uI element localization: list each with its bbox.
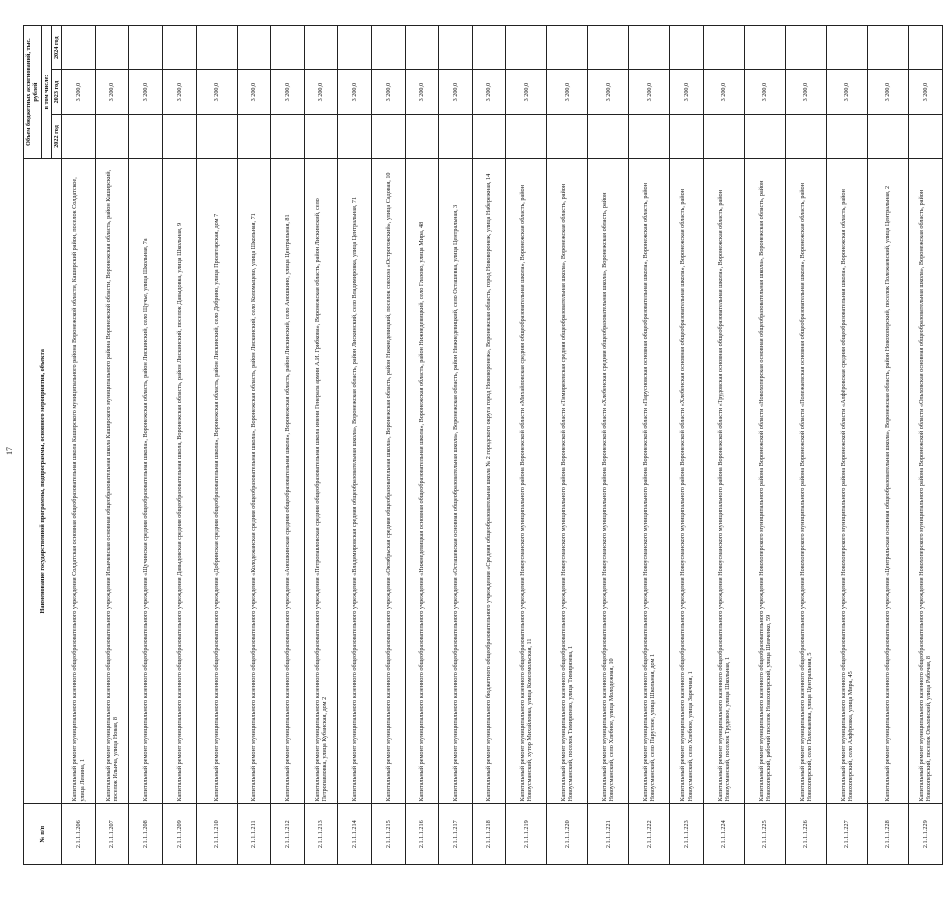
value-2022 (95, 114, 129, 158)
header-budget: Объем бюджетных ассигнований, тыс. рублей (24, 26, 42, 159)
value-2023: 3 200,0 (703, 70, 744, 114)
value-2024 (670, 26, 704, 70)
value-2022 (867, 114, 908, 158)
value-2024 (629, 26, 670, 70)
object-name: Капитальный ремонт муниципального казенного общеобразовательного учреждения Солдатская основная общеобразовательная школа Каширского муниципального района Воронежской области, Каширский район, поселок Солдатское, улица Ленина, 1 (62, 159, 96, 804)
table-row (129, 26, 163, 865)
row-number: 2.1.1.1.215 (372, 804, 406, 865)
value-2024 (908, 26, 942, 70)
value-2024 (785, 26, 826, 70)
row-number: 2.1.1.1.211 (237, 804, 271, 865)
object-name: Капитальный ремонт муниципального казенного общеобразовательного учреждения Новоусманского муниципального района Воронежской области «Трудовская основная общеобразовательная школа», Воронежская область, район Новоусманский, поселок Трудовое, улица Школьная, 1 (703, 159, 744, 804)
object-name: Капитальный ремонт муниципального казенного общеобразовательного учреждения Давыдовская средняя общеобразовательная школа, Воронежская область, район Лискинский, поселок Давыдовка, улица Школьная, 9 (163, 159, 197, 804)
value-2023: 3 200,0 (629, 70, 670, 114)
value-2024 (588, 26, 629, 70)
table-row (95, 26, 129, 865)
object-name: Капитальный ремонт муниципального казенного общеобразовательного учреждения Новоусманского муниципального района Воронежской области «Хлебенская средняя общеобразовательная школа», Воронежская область, район Новоусманский, село Хлебное, улица Молодежная, 10 (588, 159, 629, 804)
value-2024 (826, 26, 867, 70)
row-number: 2.1.1.1.217 (439, 804, 473, 865)
object-name: Капитальный ремонт муниципального казенного общеобразовательного учреждения «Октябрьская средняя общеобразовательная школа», Воронежская область, район Нижнедевицкий, поселок совхоза «Острогожский», улица Садовая, 10 (372, 159, 406, 804)
row-number: 2.1.1.1.219 (506, 804, 547, 865)
row-number: 2.1.1.1.221 (588, 804, 629, 865)
value-2024 (372, 26, 406, 70)
row-number: 2.1.1.1.207 (95, 804, 129, 865)
row-number: 2.1.1.1.225 (744, 804, 785, 865)
value-2023: 3 200,0 (547, 70, 588, 114)
value-2022 (405, 114, 439, 158)
value-2024 (304, 26, 338, 70)
row-number: 2.1.1.1.229 (908, 804, 942, 865)
value-2023: 3 200,0 (826, 70, 867, 114)
value-2023: 3 200,0 (129, 70, 163, 114)
object-name: Капитальный ремонт муниципального казенного общеобразовательного учреждения Новоусманского муниципального района Воронежской области «Михайловская средняя общеобразовательная школа», Воронежская область, район Новоусманский, хутор Михайловка, улица Комсомольская, 11 (506, 159, 547, 804)
value-2022 (304, 114, 338, 158)
value-2024 (867, 26, 908, 70)
object-name: Капитальный ремонт муниципального казенного общеобразовательного учреждения «Владимировская средняя общеобразовательная школа», Воронежская область, район Лискинский, село Владимировка, улица Центральная, 71 (338, 159, 372, 804)
table-row (271, 26, 305, 865)
value-2023: 3 200,0 (506, 70, 547, 114)
table-row (670, 26, 704, 865)
value-2022 (372, 114, 406, 158)
header-year-2024: 2024 год (51, 26, 61, 70)
page-number: 17 (5, 447, 14, 455)
object-name: Капитальный ремонт муниципального казенного общеобразовательного учреждения «Аношкинская средняя общеобразовательная школа», Воронежская область, район Лискинский, село Аношкино, улица Центральная, 81 (271, 159, 305, 804)
value-2024 (62, 26, 96, 70)
header-num: № п/п (24, 804, 62, 865)
value-2022 (129, 114, 163, 158)
row-number: 2.1.1.1.206 (62, 804, 96, 865)
object-name: Капитальный ремонт муниципального казенного общеобразовательного учреждения «Щучинская средняя общеобразовательная школа», Воронежская область, район Лискинский, село Щучье, улица Школьная, 7а (129, 159, 163, 804)
value-2023: 3 200,0 (95, 70, 129, 114)
table-row (196, 26, 237, 865)
object-name: Капитальный ремонт муниципального казенного общеобразовательного учреждения Новоусманского муниципального района Воронежской области «Тимирязевская средняя общеобразовательная школа», Воронежская область, район Новоусманский, поселок Тимирязево, улица Тимирязева, 1 (547, 159, 588, 804)
value-2023: 3 200,0 (163, 70, 197, 114)
value-2022 (163, 114, 197, 158)
table-body (62, 26, 942, 865)
value-2023: 3 200,0 (372, 70, 406, 114)
value-2022 (237, 114, 271, 158)
row-number: 2.1.1.1.228 (867, 804, 908, 865)
value-2022 (744, 114, 785, 158)
object-name: Капитальный ремонт муниципального казенного общеобразовательного учреждения «Петропавловская средняя общеобразовательная школа имени Генерала армии А.И. Грибкова», Воронежская область, район Лискинский, село Петропавловка, улица Кубанская, дом 2 (304, 159, 338, 804)
value-2024 (196, 26, 237, 70)
value-2023: 3 200,0 (785, 70, 826, 114)
object-name: Капитальный ремонт муниципального казенного общеобразовательного учреждения Новохоперского муниципального района Воронежской области «Новохоперская основная общеобразовательная школа», Воронежская область, район Новохоперский, рабочий поселок Новохоперский, улица Шевченко, 59 (744, 159, 785, 804)
object-name: Капитальный ремонт муниципального казенного общеобразовательного учреждения Новоусманского муниципального района Воронежской области «Парусновская основная общеобразовательная школа», Воронежская область, район Новоусманский, село Парусное, улица Школьная, дом 1 (629, 159, 670, 804)
value-2024 (338, 26, 372, 70)
object-name: Капитальный ремонт муниципального казенного общеобразовательного учреждения «Центральская основная общеобразовательная школа», Воронежская область, район Новохоперский, поселок Полежаевский, улица Центральная, 2 (867, 159, 908, 804)
header-name: Наименование государственной программы, подпрограммы, основного мероприятия, объекта (24, 159, 62, 804)
value-2023: 3 200,0 (237, 70, 271, 114)
table-row (908, 26, 942, 865)
value-2022 (196, 114, 237, 158)
value-2023: 3 200,0 (472, 70, 506, 114)
value-2022 (826, 114, 867, 158)
value-2022 (62, 114, 96, 158)
value-2024 (506, 26, 547, 70)
object-name: Капитальный ремонт муниципального казенного общеобразовательного учреждения «Осташевская основная общеобразовательная школа», Воронежская область, район Нижнедевицкий, село Осташевка, улица Центральная, 3 (439, 159, 473, 804)
header-year-2022: 2022 год (51, 114, 61, 158)
value-2022 (908, 114, 942, 158)
value-2023: 3 200,0 (867, 70, 908, 114)
object-name: Капитальный ремонт муниципального бюджетного общеобразовательного учреждения «Средняя общеобразовательная школа № 2 городского округа город Нововоронеж», Воронежская область, город Нововоронеж, улица Набережная, 14 (472, 159, 506, 804)
object-name: Капитальный ремонт муниципального казенного общеобразовательного учреждения Новохоперского муниципального района Воронежской области «Полежаевская основная общеобразовательная школа», Воронежская область, район Новохоперский, село Полежаевка, улица Центральная, 5 (785, 159, 826, 804)
table-row (547, 26, 588, 865)
table-row (439, 26, 473, 865)
object-name: Капитальный ремонт муниципального казенного общеобразовательного учреждения Новохоперского муниципального района Воронежской области «Ольховская основная общеобразовательная школа», Воронежская область, район Новохоперский, поселок Ольховский, улица Рабочая, 8 (908, 159, 942, 804)
budget-table (23, 25, 943, 865)
table-row (867, 26, 908, 865)
value-2024 (703, 26, 744, 70)
value-2023: 3 200,0 (439, 70, 473, 114)
row-number: 2.1.1.1.209 (163, 804, 197, 865)
value-2022 (439, 114, 473, 158)
value-2023: 3 200,0 (338, 70, 372, 114)
row-number: 2.1.1.1.220 (547, 804, 588, 865)
header-year-2023: 2023 год (51, 70, 61, 114)
value-2022 (785, 114, 826, 158)
table-row (472, 26, 506, 865)
value-2024 (472, 26, 506, 70)
value-2024 (163, 26, 197, 70)
value-2023: 3 200,0 (744, 70, 785, 114)
value-2024 (405, 26, 439, 70)
value-2023: 3 200,0 (405, 70, 439, 114)
table-row (629, 26, 670, 865)
value-2023: 3 200,0 (670, 70, 704, 114)
value-2023: 3 200,0 (62, 70, 96, 114)
row-number: 2.1.1.1.227 (826, 804, 867, 865)
header-row (24, 26, 42, 865)
object-name: Капитальный ремонт муниципального казенного общеобразовательного учреждения «Добринская средняя общеобразовательная школа», Воронежская область, район Лискинский, село Добрино, улица Пролетарская, дом 7 (196, 159, 237, 804)
value-2022 (338, 114, 372, 158)
value-2023: 3 200,0 (271, 70, 305, 114)
value-2022 (271, 114, 305, 158)
value-2024 (744, 26, 785, 70)
row-number: 2.1.1.1.212 (271, 804, 305, 865)
value-2024 (439, 26, 473, 70)
object-name: Капитальный ремонт муниципального казенного общеобразовательного учреждения «Колодежанская средняя общеобразовательная школа», Воронежская область, район Лискинский, село Коломыцево, улица Школьная, 71 (237, 159, 271, 804)
row-number: 2.1.1.1.224 (703, 804, 744, 865)
table-row (588, 26, 629, 865)
object-name: Капитальный ремонт муниципального казенного общеобразовательного учреждения «Нижнедевицкая основная общеобразовательная школа», Воронежская область, район Нижнедевицкий, село Глазово, улица Мира, 48 (405, 159, 439, 804)
value-2022 (629, 114, 670, 158)
object-name: Капитальный ремонт муниципального казенного общеобразовательного учреждения Новоусманского муниципального района Воронежской области «Хлебенская основная общеобразовательная школа», Воронежская область, район Новоусманский, село Хлебное, улица Заречная, 1 (670, 159, 704, 804)
table-row (372, 26, 406, 865)
value-2024 (95, 26, 129, 70)
value-2024 (237, 26, 271, 70)
header-incl: в том числе: (41, 26, 51, 159)
table-row (744, 26, 785, 865)
table-row (304, 26, 338, 865)
value-2024 (129, 26, 163, 70)
value-2022 (703, 114, 744, 158)
row-number: 2.1.1.1.208 (129, 804, 163, 865)
value-2024 (271, 26, 305, 70)
row-number: 2.1.1.1.210 (196, 804, 237, 865)
table-row (826, 26, 867, 865)
value-2022 (506, 114, 547, 158)
table-row (163, 26, 197, 865)
value-2024 (547, 26, 588, 70)
row-number: 2.1.1.1.216 (405, 804, 439, 865)
value-2022 (588, 114, 629, 158)
value-2022 (547, 114, 588, 158)
value-2023: 3 200,0 (588, 70, 629, 114)
row-number: 2.1.1.1.226 (785, 804, 826, 865)
value-2023: 3 200,0 (908, 70, 942, 114)
table-row (703, 26, 744, 865)
row-number: 2.1.1.1.218 (472, 804, 506, 865)
value-2023: 3 200,0 (196, 70, 237, 114)
value-2023: 3 200,0 (304, 70, 338, 114)
row-number: 2.1.1.1.213 (304, 804, 338, 865)
table-row (506, 26, 547, 865)
table-row (338, 26, 372, 865)
row-number: 2.1.1.1.222 (629, 804, 670, 865)
row-number: 2.1.1.1.223 (670, 804, 704, 865)
table-row (405, 26, 439, 865)
table-row (62, 26, 96, 865)
value-2022 (472, 114, 506, 158)
table-row (785, 26, 826, 865)
table-row (237, 26, 271, 865)
value-2022 (670, 114, 704, 158)
row-number: 2.1.1.1.214 (338, 804, 372, 865)
object-name: Капитальный ремонт муниципального казенного общеобразовательного учреждения Новохоперского муниципального района Воронежской области «Алфёровская средняя общеобразовательная школа», Воронежская область, район Новохоперский, село Алфёровка, улица Мира, 45 (826, 159, 867, 804)
object-name: Капитальный ремонт муниципального казенного общеобразовательного учреждения Ильичевская основная общеобразовательная школа Каширского муниципального района Воронежской области, Воронежская область, район Каширский, поселок Ильича, улица Новая, 8 (95, 159, 129, 804)
